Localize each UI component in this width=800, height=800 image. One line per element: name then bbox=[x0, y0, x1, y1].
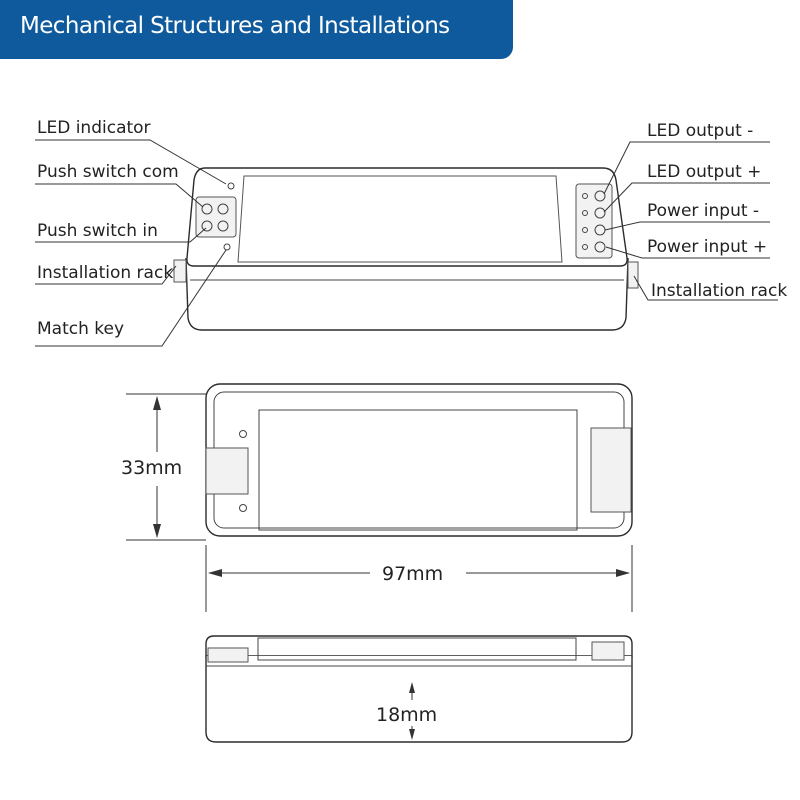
dimension-depth-label: 18mm bbox=[376, 704, 438, 726]
device-body-base bbox=[186, 258, 628, 330]
side-view-terminal-right bbox=[592, 642, 624, 660]
dimension-length-label: 97mm bbox=[382, 563, 444, 585]
side-view-top bbox=[206, 636, 632, 656]
page-title: Mechanical Structures and Installations bbox=[20, 13, 450, 39]
label-push-switch-com: Push switch com bbox=[37, 162, 179, 182]
label-match-key: Match key bbox=[37, 319, 125, 339]
label-led-indicator: LED indicator bbox=[37, 118, 151, 138]
top-view-outline bbox=[206, 384, 632, 536]
label-push-switch-in: Push switch in bbox=[37, 221, 158, 241]
top-view-terminal-left bbox=[206, 448, 248, 494]
dimension-height-label: 33mm bbox=[121, 457, 183, 479]
label-led-output-plus: LED output + bbox=[647, 162, 762, 182]
installation-rack-right bbox=[628, 262, 638, 288]
top-view-terminal-right bbox=[591, 428, 631, 512]
top-view bbox=[206, 384, 632, 536]
label-installation-rack-left: Installation rack bbox=[37, 263, 174, 283]
label-power-input-plus: Power input + bbox=[647, 237, 768, 257]
isometric-view bbox=[174, 168, 638, 330]
installation-rack-left bbox=[174, 260, 186, 282]
label-window bbox=[238, 176, 562, 262]
label-installation-rack-right: Installation rack bbox=[651, 281, 788, 301]
side-view-body bbox=[206, 656, 632, 742]
side-view-terminal-left bbox=[208, 648, 248, 662]
side-view bbox=[206, 636, 632, 742]
label-led-output-minus: LED output - bbox=[647, 121, 754, 141]
label-power-input-minus: Power input - bbox=[647, 201, 760, 221]
